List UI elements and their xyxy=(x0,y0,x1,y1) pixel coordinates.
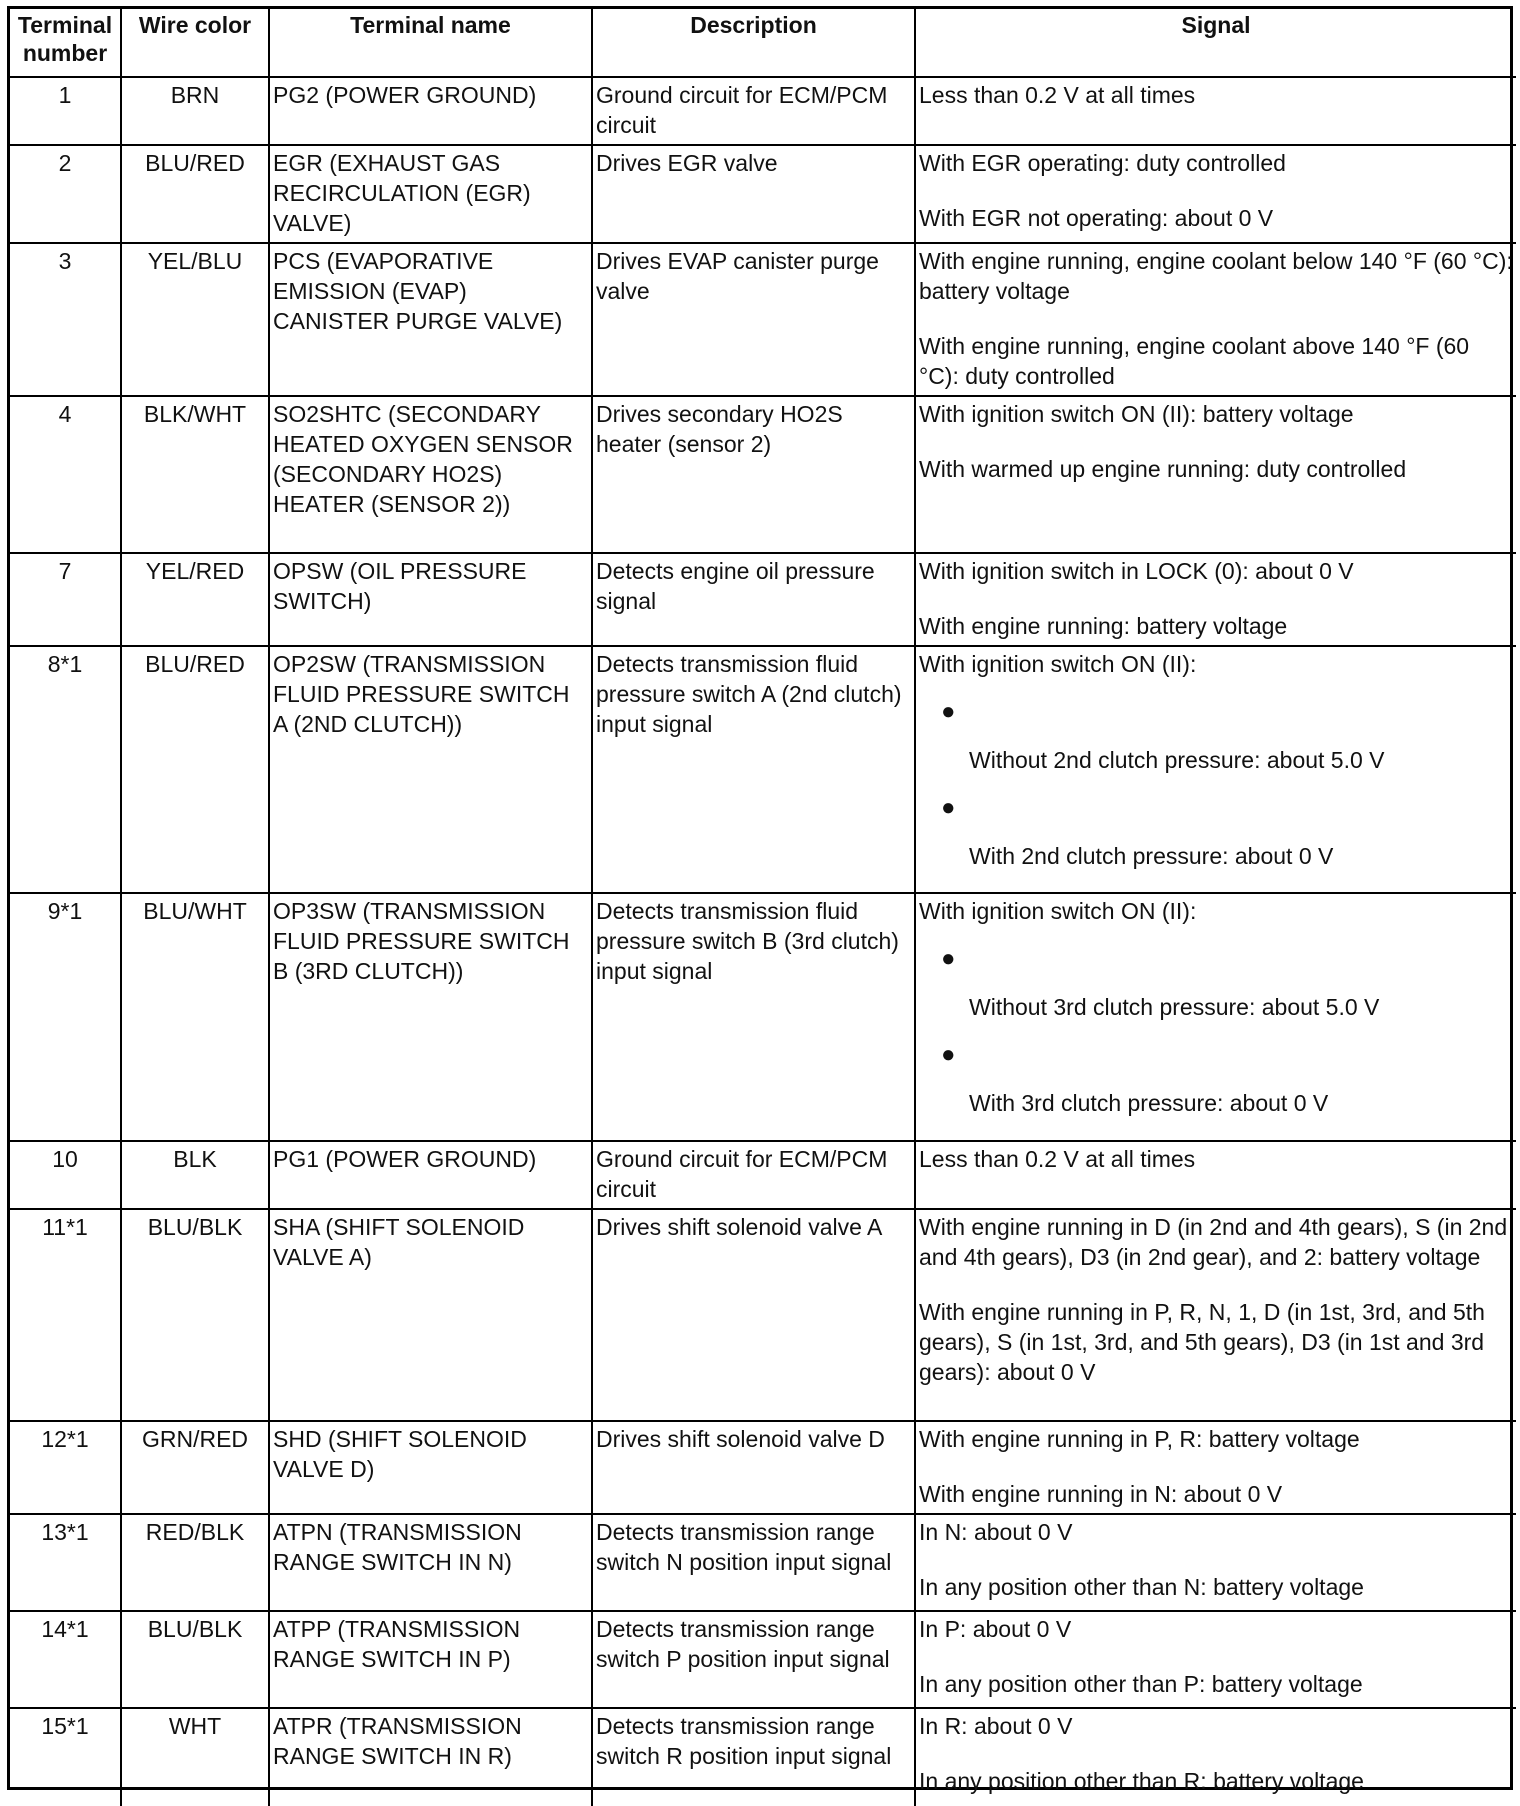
wire-color: BLK/WHT xyxy=(121,396,269,553)
signal-line: With engine running in N: about 0 V xyxy=(919,1481,1283,1507)
signal xyxy=(915,1141,1516,1209)
description: Drives shift solenoid valve D xyxy=(592,1421,915,1514)
table-row xyxy=(10,145,1516,243)
table-row xyxy=(10,1708,1516,1806)
signal-line: With ignition switch in LOCK (0): about 0 V xyxy=(919,558,1354,584)
wire-color: BLU/RED xyxy=(121,646,269,893)
wire-color: RED/BLK xyxy=(121,1514,269,1611)
header-row xyxy=(10,9,1516,77)
signal xyxy=(915,1708,1516,1806)
terminal-table xyxy=(10,9,1516,1806)
wire-color: YEL/BLU xyxy=(121,243,269,396)
table-row xyxy=(10,396,1516,553)
signal-line: With ignition switch ON (II): battery voltage xyxy=(919,401,1354,427)
wire-color: BRN xyxy=(121,77,269,145)
signal-line: In N: about 0 V xyxy=(919,1519,1073,1545)
description: Ground circuit for ECM/PCM circuit xyxy=(592,77,915,145)
signal xyxy=(915,243,1516,396)
signal-line: With engine running in D (in 2nd and 4th gears), S (in 2nd and 4th gears), D3 (in 2nd gear), and 2: battery voltage xyxy=(919,1214,1508,1270)
wire-color: BLU/BLK xyxy=(121,1209,269,1421)
terminal-number: 4 xyxy=(10,396,121,553)
bullet-icon: ● xyxy=(941,698,956,725)
wire-color: GRN/RED xyxy=(121,1421,269,1514)
signal-line: In any position other than N: battery voltage xyxy=(919,1574,1364,1600)
bullet-icon: ● xyxy=(941,794,956,821)
signal-line: With ignition switch ON (II): xyxy=(919,651,1197,677)
signal-line: With EGR not operating: about 0 V xyxy=(919,205,1274,231)
wire-color: BLU/RED xyxy=(121,145,269,243)
table-row xyxy=(10,1611,1516,1708)
header-terminal-name: Terminal name xyxy=(269,9,592,77)
terminal-number: 11*1 xyxy=(10,1209,121,1421)
signal xyxy=(915,1611,1516,1708)
signal-line: Less than 0.2 V at all times xyxy=(919,1146,1196,1172)
table-row xyxy=(10,1209,1516,1421)
description: Detects transmission range switch R position input signal xyxy=(592,1708,915,1806)
wire-color: BLK xyxy=(121,1141,269,1209)
table-row xyxy=(10,243,1516,396)
terminal-name: ATPR (TRANSMISSION RANGE SWITCH IN R) xyxy=(269,1708,592,1806)
description: Detects transmission range switch P position input signal xyxy=(592,1611,915,1708)
signal xyxy=(915,1209,1516,1421)
signal xyxy=(915,646,1516,893)
signal-item: Without 3rd clutch pressure: about 5.0 V xyxy=(969,994,1380,1020)
table-row xyxy=(10,1141,1516,1209)
description: Detects transmission fluid pressure switch B (3rd clutch) input signal xyxy=(592,893,915,1141)
terminal-number: 8*1 xyxy=(10,646,121,893)
terminal-number: 14*1 xyxy=(10,1611,121,1708)
terminal-table-frame xyxy=(7,6,1513,1794)
signal-line: Less than 0.2 V at all times xyxy=(919,82,1196,108)
terminal-number: 12*1 xyxy=(10,1421,121,1514)
table-row xyxy=(10,1514,1516,1611)
signal-line: With EGR operating: duty controlled xyxy=(919,150,1286,176)
description: Drives shift solenoid valve A xyxy=(592,1209,915,1421)
bullet-icon: ● xyxy=(941,945,956,972)
terminal-number: 3 xyxy=(10,243,121,396)
signal-line: With ignition switch ON (II): xyxy=(919,898,1197,924)
header-description: Description xyxy=(592,9,915,77)
terminal-number: 9*1 xyxy=(10,893,121,1141)
signal xyxy=(915,893,1516,1141)
terminal-name: PG1 (POWER GROUND) xyxy=(269,1141,592,1209)
terminal-number: 13*1 xyxy=(10,1514,121,1611)
signal-item: With 3rd clutch pressure: about 0 V xyxy=(969,1090,1329,1116)
bullet-icon: ● xyxy=(941,1041,956,1068)
description: Drives secondary HO2S heater (sensor 2) xyxy=(592,396,915,553)
terminal-name: OP3SW (TRANSMISSION FLUID PRESSURE SWITCH B (3RD CLUTCH)) xyxy=(269,893,592,1141)
wire-color: BLU/WHT xyxy=(121,893,269,1141)
signal-line: In R: about 0 V xyxy=(919,1713,1073,1739)
terminal-number: 7 xyxy=(10,553,121,646)
signal xyxy=(915,553,1516,646)
wire-color: WHT xyxy=(121,1708,269,1806)
terminal-name: SHD (SHIFT SOLENOID VALVE D) xyxy=(269,1421,592,1514)
signal-line: In P: about 0 V xyxy=(919,1616,1072,1642)
description: Detects transmission range switch N position input signal xyxy=(592,1514,915,1611)
terminal-name: ATPN (TRANSMISSION RANGE SWITCH IN N) xyxy=(269,1514,592,1611)
signal-line: In any position other than R: battery voltage xyxy=(919,1768,1364,1794)
description: Ground circuit for ECM/PCM circuit xyxy=(592,1141,915,1209)
terminal-name: SHA (SHIFT SOLENOID VALVE A) xyxy=(269,1209,592,1421)
terminal-number: 1 xyxy=(10,77,121,145)
terminal-name: EGR (EXHAUST GAS RECIRCULATION (EGR) VALVE) xyxy=(269,145,592,243)
table-row xyxy=(10,646,1516,893)
signal-line: With warmed up engine running: duty controlled xyxy=(919,456,1407,482)
wire-color: YEL/RED xyxy=(121,553,269,646)
table-row xyxy=(10,553,1516,646)
signal-line: With engine running, engine coolant below 140 °F (60 °C): battery voltage xyxy=(919,248,1513,304)
terminal-name: OP2SW (TRANSMISSION FLUID PRESSURE SWITCH A (2ND CLUTCH)) xyxy=(269,646,592,893)
signal-item: Without 2nd clutch pressure: about 5.0 V xyxy=(969,747,1385,773)
terminal-number: 15*1 xyxy=(10,1708,121,1806)
terminal-name: PG2 (POWER GROUND) xyxy=(269,77,592,145)
header-signal: Signal xyxy=(915,9,1516,77)
signal-line: In any position other than P: battery voltage xyxy=(919,1671,1363,1697)
signal-line: With engine running, engine coolant above 140 °F (60 °C): duty controlled xyxy=(919,333,1470,389)
terminal-name: SO2SHTC (SECONDARY HEATED OXYGEN SENSOR (SECONDARY HO2S) HEATER (SENSOR 2)) xyxy=(269,396,592,553)
terminal-name: OPSW (OIL PRESSURE SWITCH) xyxy=(269,553,592,646)
signal xyxy=(915,1514,1516,1611)
terminal-number: 2 xyxy=(10,145,121,243)
signal xyxy=(915,396,1516,553)
signal xyxy=(915,145,1516,243)
header-wire-color: Wire color xyxy=(121,9,269,77)
signal-line: With engine running: battery voltage xyxy=(919,613,1288,639)
wire-color: BLU/BLK xyxy=(121,1611,269,1708)
description: Drives EGR valve xyxy=(592,145,915,243)
terminal-number: 10 xyxy=(10,1141,121,1209)
terminal-name: PCS (EVAPORATIVE EMISSION (EVAP) CANISTER PURGE VALVE) xyxy=(269,243,592,396)
table-row xyxy=(10,893,1516,1141)
signal-item: With 2nd clutch pressure: about 0 V xyxy=(969,843,1334,869)
table-row xyxy=(10,77,1516,145)
description: Detects transmission fluid pressure switch A (2nd clutch) input signal xyxy=(592,646,915,893)
description: Detects engine oil pressure signal xyxy=(592,553,915,646)
signal xyxy=(915,1421,1516,1514)
table-row xyxy=(10,1421,1516,1514)
header-terminal-number: Terminal number xyxy=(10,9,121,77)
signal-line: With engine running in P, R: battery voltage xyxy=(919,1426,1360,1452)
terminal-name: ATPP (TRANSMISSION RANGE SWITCH IN P) xyxy=(269,1611,592,1708)
signal-line: With engine running in P, R, N, 1, D (in 1st, 3rd, and 5th gears), S (in 1st, 3rd, and 5th gears), D3 (in 1st and 3rd gears): about 0 V xyxy=(919,1299,1485,1385)
signal xyxy=(915,77,1516,145)
description: Drives EVAP canister purge valve xyxy=(592,243,915,396)
